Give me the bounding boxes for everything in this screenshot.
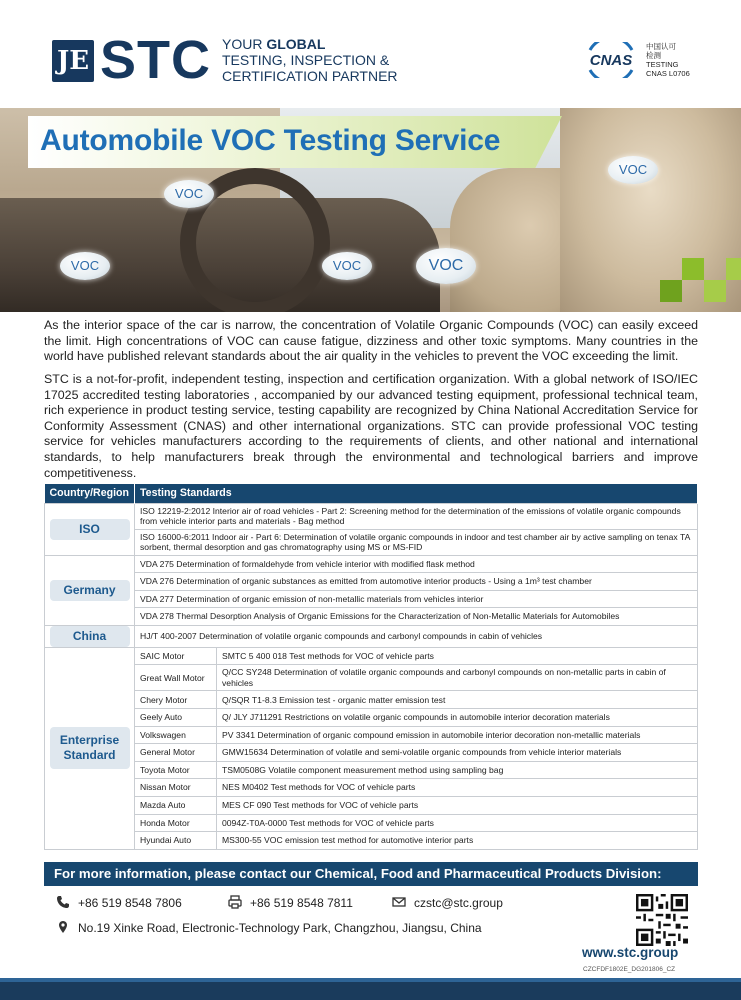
- address-line: [56, 920, 482, 936]
- table-row: [45, 709, 698, 727]
- phone-line: [56, 895, 182, 911]
- table-row: [45, 665, 698, 691]
- standard-cell: Q/CC SY248 Determination of volatile organic compounds and carbonyl compounds on non-metallic parts in cabin of vehicles: [217, 665, 698, 691]
- standard-cell: ISO 16000-6:2011 Indoor air - Part 6: Determination of volatile organic compounds in indoor and test chamber air by active sampling on tenax TA sorbent, thermal desorption and gas chromatography using MS or MS-FID: [135, 529, 698, 555]
- table-row: [45, 761, 698, 779]
- page-title: Automobile VOC Testing Service: [40, 124, 501, 157]
- table-row: [45, 555, 698, 573]
- standard-cell: SMTC 5 400 018 Test methods for VOC of vehicle parts: [217, 647, 698, 665]
- company-cell: Mazda Auto: [135, 797, 217, 815]
- table-row: [45, 590, 698, 608]
- company-cell: Chery Motor: [135, 691, 217, 709]
- fax-icon: [228, 895, 242, 909]
- tagline-prefix: YOUR: [222, 36, 267, 52]
- company-cell: Geely Auto: [135, 709, 217, 727]
- cnas-en1: TESTING: [646, 60, 679, 69]
- company-cell: SAIC Motor: [135, 647, 217, 665]
- standard-cell: VDA 278 Thermal Desorption Analysis of Organic Emissions for the Characterization of Non-Metallic Materials for Automobiles: [135, 608, 698, 626]
- fax-line: [228, 895, 353, 911]
- green-square-deco: [660, 280, 682, 302]
- tagline-line2: TESTING, INSPECTION &: [222, 52, 390, 68]
- category-cell: [45, 647, 135, 849]
- phone-icon: [56, 895, 70, 909]
- enterprise-label-1: Enterprise: [59, 733, 120, 748]
- website-link[interactable]: www.stc.group: [582, 945, 679, 960]
- table-row: [45, 814, 698, 832]
- cnas-accreditation-text: [646, 42, 690, 78]
- standard-cell: MES CF 090 Test methods for VOC of vehicle parts: [217, 797, 698, 815]
- green-square-deco: [726, 258, 741, 280]
- document-code: CZCFDF1802E_DG201806_CZ: [583, 966, 676, 973]
- table-row: [45, 625, 698, 647]
- cnas-cn1: 中国认可: [646, 42, 676, 51]
- standard-cell: 0094Z-T0A-0000 Test methods for VOC of vehicle parts: [217, 814, 698, 832]
- voc-bubble: VOC: [164, 180, 214, 208]
- email-icon: [392, 895, 406, 909]
- voc-bubble: VOC: [60, 252, 110, 280]
- header: [0, 0, 741, 108]
- column-header-country: Country/Region: [45, 484, 135, 503]
- voc-bubble: VOC: [322, 252, 372, 280]
- cnas-cn2: 检测: [646, 51, 661, 60]
- standard-cell: HJ/T 400-2007 Determination of volatile organic compounds and carbonyl compounds in cabin of vehicles: [135, 625, 698, 647]
- tagline-global: GLOBAL: [266, 36, 326, 52]
- cnas-en2: CNAS L0706: [646, 69, 690, 78]
- standard-cell: MS300-55 VOC emission test method for automotive interior parts: [217, 832, 698, 850]
- standard-cell: VDA 276 Determination of organic substances as emitted from automotive interior products - Using a 1m³ test chamber: [135, 573, 698, 591]
- category-germany: Germany: [50, 580, 130, 601]
- standard-cell: NES M0402 Test methods for VOC of vehicle parts: [217, 779, 698, 797]
- table-row: [45, 608, 698, 626]
- address: No.19 Xinke Road, Electronic-Technology Park, Changzhou, Jiangsu, China: [78, 921, 482, 935]
- cnas-logo: [582, 42, 640, 78]
- standard-cell: ISO 12219-2:2012 Interior air of road vehicles - Part 2: Screening method for the determination of the emissions of volatile organic compounds from vehicle interior parts and materials - Bag method: [135, 503, 698, 529]
- table-row: [45, 726, 698, 744]
- qr-code[interactable]: [636, 894, 688, 946]
- location-pin-icon: [56, 920, 70, 934]
- table-row: [45, 503, 698, 529]
- footer-stripe: [0, 978, 741, 1000]
- phone-number[interactable]: +86 519 8548 7806: [78, 896, 182, 910]
- standard-cell: Q/ JLY J711291 Restrictions on volatile organic compounds in automobile interior decoration materials: [217, 709, 698, 727]
- standard-cell: VDA 277 Determination of organic emission of non-metallic materials from vehicles interior: [135, 590, 698, 608]
- company-cell: Great Wall Motor: [135, 665, 217, 691]
- intro-paragraph-1: As the interior space of the car is narrow, the concentration of Volatile Organic Compounds (VOC) can easily exceed the limit. High concentrations of VOC can cause fatigue, dizziness and other toxic symptoms. Many countries in the world have published relevant standards about the air quality in the vehicles to prevent the VOC exceeding the limit.: [44, 318, 698, 364]
- contact-bar: For more information, please contact our Chemical, Food and Pharmaceutical Products Division:: [44, 862, 698, 886]
- svg-text:CNAS: CNAS: [589, 52, 633, 69]
- standard-cell: PV 3341 Determination of organic compound emission in automobile interior decoration non-metallic materials: [217, 726, 698, 744]
- category-iso: ISO: [50, 519, 130, 540]
- testing-standards-table: [44, 484, 698, 850]
- column-header-standards: Testing Standards: [135, 484, 698, 503]
- enterprise-label-2: Standard: [63, 748, 116, 763]
- standard-cell: Q/SQR T1-8.3 Emission test - organic matter emission test: [217, 691, 698, 709]
- tagline: [222, 36, 398, 84]
- category-china: China: [50, 626, 130, 647]
- table-row: [45, 797, 698, 815]
- standard-cell: GMW15634 Determination of volatile and semi-volatile organic compounds from vehicle interior materials: [217, 744, 698, 762]
- standard-cell: TSM0508G Volatile component measurement method using sampling bag: [217, 761, 698, 779]
- table-row: [45, 779, 698, 797]
- category-cell: [45, 625, 135, 647]
- stc-logo-mark: JE: [52, 40, 94, 82]
- company-cell: Volkswagen: [135, 726, 217, 744]
- category-cell: [45, 503, 135, 555]
- company-cell: Hyundai Auto: [135, 832, 217, 850]
- company-cell: General Motor: [135, 744, 217, 762]
- table-row: [45, 832, 698, 850]
- email-address[interactable]: czstc@stc.group: [414, 896, 503, 910]
- fax-number[interactable]: +86 519 8548 7811: [250, 896, 353, 910]
- standard-cell: VDA 275 Determination of formaldehyde from vehicle interior with modified flask method: [135, 555, 698, 573]
- voc-bubble: VOC: [416, 248, 476, 284]
- green-square-deco: [704, 280, 726, 302]
- intro-paragraph-2: STC is a not-for-profit, independent testing, inspection and certification organization. With a global network of ISO/IEC 17025 accredited testing laboratories , accompanied by our advanced testing equipment, professional technical team, rich experience in product testing service, testing capability are recognized by China National Accreditation Service for Conformity Assessment (CNAS) and other international organizations. STC can provide professional VOC testing service for vehicles manufacturers according to the requirements of clients, and other national and international standards, to help manufacturers break through the environmental and technological barriers and improve competitiveness.: [44, 372, 698, 480]
- tagline-line3: CERTIFICATION PARTNER: [222, 68, 398, 84]
- table-row: [45, 647, 698, 665]
- category-enterprise: [50, 727, 130, 769]
- table-row: [45, 744, 698, 762]
- table-row: [45, 573, 698, 591]
- company-cell: Toyota Motor: [135, 761, 217, 779]
- email-line: [392, 895, 503, 911]
- green-square-deco: [682, 258, 704, 280]
- stc-logo-word: STC: [100, 30, 211, 90]
- table-row: [45, 691, 698, 709]
- category-cell: [45, 555, 135, 625]
- company-cell: Nissan Motor: [135, 779, 217, 797]
- table-row: [45, 529, 698, 555]
- company-cell: Honda Motor: [135, 814, 217, 832]
- voc-bubble: VOC: [608, 156, 658, 184]
